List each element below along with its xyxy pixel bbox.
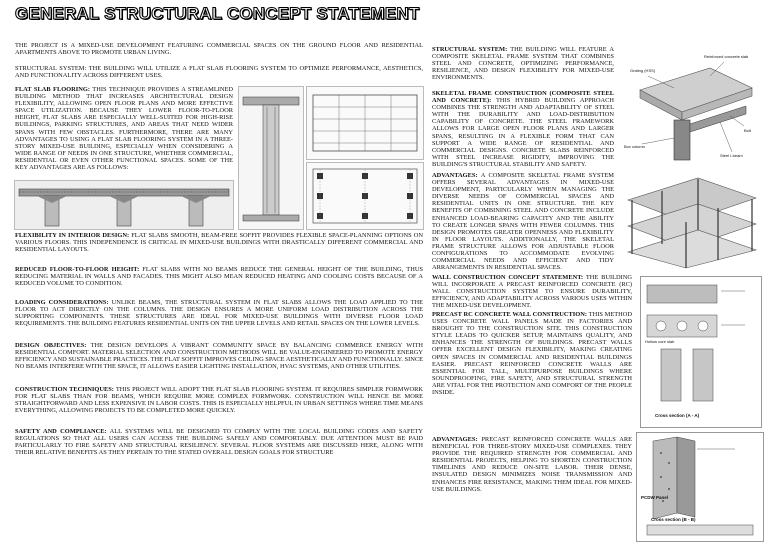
precast-body: THIS METHOD USES CONCRETE WALL PANELS MADE IN FACTORIES AND BROUGHT TO THE CONSTRUCTION SITE. THIS CONSTRUCTION STYLE LEADS TO QUICKER SETUP, MAINTAINS QUALITY, AND ENHANCES THE STRENGTH OF BUILDINGS. PRECAST WALLS OFFER EXCELLENT DESIGN FLEXIBILITY, MAKING CREATING OPEN SPACES IN COMMERCIAL AND RESIDENTIAL BUILDINGS EASIER. PRECAST REINFORCED CONCRETE WALLS ARE ESSENTIAL FOR TALL, MULTIPURPOSE BUILDINGS WHERE SOUNDPROOFING, FIRE SAFETY, AND STRUCTURAL STRENGTH ARE VITAL FOR THE PROTECTION AND COMFORT OF THE PEOPLE INSIDE.: [432, 311, 632, 397]
page-title: GENERAL STRUCTURAL CONCEPT STATEMENT: [15, 4, 420, 23]
loading-heading: LOADING CONSIDERATIONS:: [15, 299, 109, 306]
flat-slab-body: THIS TECHNIQUE PROVIDES A STREAMLINED BUILDING METHOD THAT INCREASES ARCHITECTURAL DESIGN FLEXIBILITY, ALLOWING OPEN FLOOR PLANS AND MORE EFFECTIVE SPACE UTILIZATION. BECAUSE THEY LOWER FLOOR-TO-FLOOR HEIGHT, FLAT SLABS ARE ESPECIALLY WELL-SUITED FOR HIGH-RISE BUILDINGS, PARKING STRUCTURES, AND AREAS THAT NEED WIDER SPANS WITH FEW OBSTACLES. FURTHERMORE, THERE ARE MANY ADVANTAGES TO USING A FLAT SLAB FLOORING SYSTEM IN A THREE-STORY MIXED-USE BUILDING, ESPECIALLY WHEN CONSIDERING A WIDE RANGE OF NEEDS IN ONE STRUCTURE, WHETHER COMMERCIAL, RESIDENTIAL OR EVEN OTHER FUNCTIONAL SPACES. SOME OF THE KEY ADVANTAGES ARE AS FOLLOWS:: [15, 86, 233, 172]
right-structural-body: THE BUILDING WILL FEATURE A COMPOSITE SKELETAL FRAME SYSTEM THAT COMBINES STEEL AND CONCRETE, OPTIMIZING PERFORMANCE, RESILIENCE, AND DESIGN FLEXIBILITY FOR MIXED-USE ENVIRONMENTS.: [432, 46, 615, 82]
height-heading: REDUCED FLOOR-TO-FLOOR HEIGHT:: [15, 266, 140, 273]
objectives-paragraph: [15, 342, 423, 370]
wall-concept-heading: WALL CONSTRUCTION CONCEPT STATEMENT:: [432, 274, 584, 281]
wall-advantages-paragraph: [432, 436, 632, 493]
height-paragraph: [15, 266, 423, 287]
pcdw-panel-drawing: [636, 432, 764, 542]
wall-concept-body: THE BUILDING WILL INCORPORATE A PRECAST REINFORCED CONCRETE (RC) WALL CONSTRUCTION SYSTEM TO ENSURE DURABILITY, EFFICIENCY, AND ADAPTABILITY ACROSS VARIOUS USES WITHIN THE MIXED-USE DEVELOPMENT.: [432, 274, 633, 310]
floor-plan-grid-drawing: [306, 162, 424, 230]
column-section-diagram: [239, 87, 303, 229]
wall-advantages-body: PRECAST REINFORCED CONCRETE WALLS ARE BENEFICIAL FOR THREE-STORY MIXED-USE COMPLEXES. THEY PROVIDE THE REQUIRED STRENGTH FOR COMMERCIAL AND RESIDENTIAL PROJECTS, HELPING TO SHORTEN CONSTRUCTION TIMELINES AND REDUCE ON-SITE LABOR. THEIR DENSE, INSULATED DESIGN MINIMIZES NOISE TRANSMISSION AND ENHANCES FIRE RESISTANCE, MAKING THEM IDEAL FOR MIXED-USE BUILDINGS.: [432, 436, 632, 493]
label-box-column: Box column: [624, 144, 645, 149]
safety-body: ALL SYSTEMS WILL BE DESIGNED TO COMPLY WITH THE LOCAL BUILDING CODES AND SAFETY REGULATIONS SO THAT ALL USERS CAN ACCESS THE BUILDING SAFELY AND COMFORTABLY. DUE ATTENTION MUST BE PAID PARTICULARLY TO FIRE SAFETY AND STRUCTURAL RESILIENCY. SEVERAL FLOOR SYSTEMS ARE DISCUSSED HERE, ALONG WITH THEIR RELATIVE BENEFITS AS THEY PERTAIN TO THE STATED OVERALL DESIGN GOALS FOR STRUCTURE: [15, 428, 423, 457]
wall-advantages-heading: ADVANTAGES:: [432, 436, 478, 443]
flexibility-body: FLAT SLABS SMOOTH, BEAM-FREE SOFFIT PROVIDES FLEXIBLE SPACE-PLANNING OPTIONS ON VARIOUS FLOORS. THIS INDEPENDENCE IS CRITICAL IN MIXED-USE BUILDINGS WITH DRASTICALLY DIFFERENT COMMERCIAL AND RESIDENTIAL LAYOUTS.: [15, 232, 423, 254]
slab-reinforcement-drawing: [306, 86, 424, 160]
skeletal-frame-drawing: [618, 170, 762, 270]
pcdw-panel-diagram: [637, 433, 763, 541]
frame-advantages-body: A COMPOSITE SKELETAL FRAME SYSTEM OFFERS SEVERAL ADVANTAGES IN MIXED-USE DEVELOPMENT, PARTICULARLY WHEN MANAGING THE DIVERSE NEEDS OF COMMERCIAL SPACES AND RESIDENTIAL UNITS IN ONE STRUCTURE. THE KEY BENEFITS OF COMBINING STEEL AND CONCRETE INCLUDE ENHANCED LOAD-BEARING CAPACITY AND THE ABILITY TO CREATE LONGER SPANS WITH FEWER COLUMNS. THIS DESIGN PROMOTES GREATER OPENNESS AND FLEXIBILITY IN FLOOR LAYOUTS. ADDITIONALLY, THE SKELETAL FRAME STRUCTURE ALLOWS FOR ADJUSTABLE FLOOR CONFIGURATIONS TO ACCOMMODATE EVOLVING COMMERCIAL NEEDS AND EFFICIENT AND TIDY ARRANGEMENTS IN RESIDENTIAL SPACES.: [432, 172, 614, 272]
intro-paragraph: THE PROJECT IS A MIXED-USE DEVELOPMENT FEATURING COMMERCIAL SPACES ON THE GROUND FLOOR AND RESIDENTIAL APARTMENTS ABOVE TO PROMOTE URBAN LIVING.: [15, 42, 423, 57]
label-hollow-core: Hollow core slab: [645, 339, 675, 344]
label-grating: Grating (HSS): [630, 68, 656, 73]
precast-section-a-drawing: [640, 276, 762, 428]
loading-paragraph: [15, 299, 423, 327]
flat-slab-heading: FLAT SLAB FLOORING:: [15, 86, 90, 93]
column-grid-plan-diagram: [307, 163, 423, 229]
label-cross-section-a: Cross section (A - A): [655, 413, 700, 418]
right-structural-paragraph: [432, 46, 614, 81]
flat-slab-drawing: [14, 180, 234, 230]
wall-concept-paragraph: [432, 274, 632, 309]
flat-slab-paragraph: [15, 86, 233, 171]
label-steel-beam: Steel I-beam: [720, 153, 743, 158]
frame-advantages-heading: ADVANTAGES:: [432, 172, 478, 179]
techniques-paragraph: [15, 386, 423, 414]
flexibility-heading: FLEXIBILITY IN INTERIOR DESIGN:: [15, 232, 130, 239]
height-body: FLAT SLABS WITH NO BEAMS REDUCE THE GENERAL HEIGHT OF THE BUILDING, THUS REDUCING MATERIAL IN WALLS AND FACADES. THIS MIGHT ALSO MEAN REDUCED HEATING AND COOLING COSTS BECAUSE OF A REDUCED VOLUME TO CONDITION.: [15, 266, 423, 288]
column-drop-panel-drawing: [238, 86, 304, 230]
precast-heading: PRECAST RC CONCRETE WALL CONSTRUCTION:: [432, 311, 587, 318]
flat-slab-section-diagram: [15, 181, 233, 229]
label-bolt: Bolt: [744, 128, 751, 133]
label-cross-section-b: Cross section (B - B): [651, 517, 696, 522]
flexibility-paragraph: [15, 232, 423, 253]
label-pcdw-panel: PCDW Panel: [641, 495, 669, 500]
techniques-body: THIS PROJECT WILL ADOPT THE FLAT SLAB FLOORING SYSTEM. IT REQUIRES SIMPLER FORMWORK FOR FLAT SLABS THAN FOR BEAMS, WHICH REQUIRE MORE COMPLEX FORMWORK. CONSTRUCTION WILL HENCE BE MORE STRAIGHTFORWARD AND LESS EXPENSIVE IN LABOR COSTS. THIS IS ESPECIALLY HELPFUL IN URBAN SETTINGS WHERE TIME MEANS EVERYTHING, ALLOWING PROJECTS TO BE COMPLETED MORE QUICKLY.: [15, 386, 423, 415]
wall-section-a-diagram: [641, 277, 761, 427]
objectives-heading: DESIGN OBJECTIVES:: [15, 342, 87, 349]
frame-advantages-paragraph: [432, 172, 614, 271]
right-structural-heading: STRUCTURAL SYSTEM:: [432, 46, 508, 53]
safety-heading: SAFETY AND COMPLIANCE:: [15, 428, 107, 435]
reinforcement-plan-diagram: [307, 87, 423, 159]
loading-body: UNLIKE BEAMS, THE STRUCTURAL SYSTEM IN FLAT SLABS ALLOWS THE LOAD APPLIED TO THE FLOOR TO ACT DIRECTLY ON THE COLUMNS. THE DESIGN ENSURES A MORE UNIFORM LOAD DISTRIBUTION ACROSS THE SUPPORTING COMPONENTS. THESE STRUCTURES ARE IDEAL FOR MIXED-USE BUILDINGS WITH DIVERSE FLOOR LOAD REQUIREMENTS. THE BUILDING FEATURES RESIDENTIAL UNITS ON THE UPPER LEVELS AND RETAIL SPACES ON THE LOWER LEVELS.: [15, 299, 423, 328]
safety-paragraph: [15, 428, 423, 456]
structural-system-paragraph: STRUCTURAL SYSTEM: THE BUILDING WILL UTILIZE A FLAT SLAB FLOORING SYSTEM TO OPTIMIZE PERFORMANCE, AESTHETICS, AND FUNCTIONALITY ACROSS DIFFERENT USES.: [15, 65, 423, 80]
composite-connection-drawing: [620, 40, 760, 168]
label-concrete-slab: Reinforced concrete slab: [704, 54, 749, 59]
skeletal-paragraph: [432, 90, 614, 168]
skeletal-frame-3d-diagram: [618, 170, 762, 270]
objectives-body: THE DESIGN DEVELOPS A VIBRANT COMMUNITY SPACE BY BALANCING COMMERCE ENERGY WITH RESIDENTIAL COMFORT. MATERIAL SELECTION AND CONSTRUCTION METHODS WILL BE VALUE-ENGINEERED TO PROMOTE ENERGY EFFICIENCY AND SUSTAINABLE PRACTICES. THE FLAT SOFFIT IMPROVES CEILING SPACE AESTHETICALLY AND FUNCTIONALLY. SINCE NO BEAMS INTERFERE WITH THE SPACE, IT ALLOWS EASIER LIGHTING INSTALLATION, HVAC SYSTEMS, AND OTHER UTILITIES.: [15, 342, 424, 371]
skeletal-heading: SKELETAL FRAME CONSTRUCTION (COMPOSITE STEEL AND CONCRETE):: [432, 90, 614, 105]
skeletal-body: THIS HYBRID BUILDING APPROACH COMBINES THE STRENGTH AND ADAPTABILITY OF STEEL WITH THE DURABILITY AND LOAD-DISTRIBUTION CAPABILITY OF CONCRETE. THE STEEL FRAMEWORK ALLOWS FOR LARGE OPEN FLOOR PLANS AND LARGER SPANS, RESULTING IN A FLEXIBLE FORM THAT CAN SUPPORT A WIDE RANGE OF RESIDENTIAL AND COMMERCIAL DESIGNS. CONCRETE SLABS REINFORCED WITH STEEL INCREASE RIGIDITY, IMPROVING THE BUILDING'S STRUCTURAL STABILITY AND SAFETY.: [432, 97, 614, 168]
precast-paragraph: [432, 311, 632, 396]
techniques-heading: CONSTRUCTION TECHNIQUES:: [15, 386, 114, 393]
